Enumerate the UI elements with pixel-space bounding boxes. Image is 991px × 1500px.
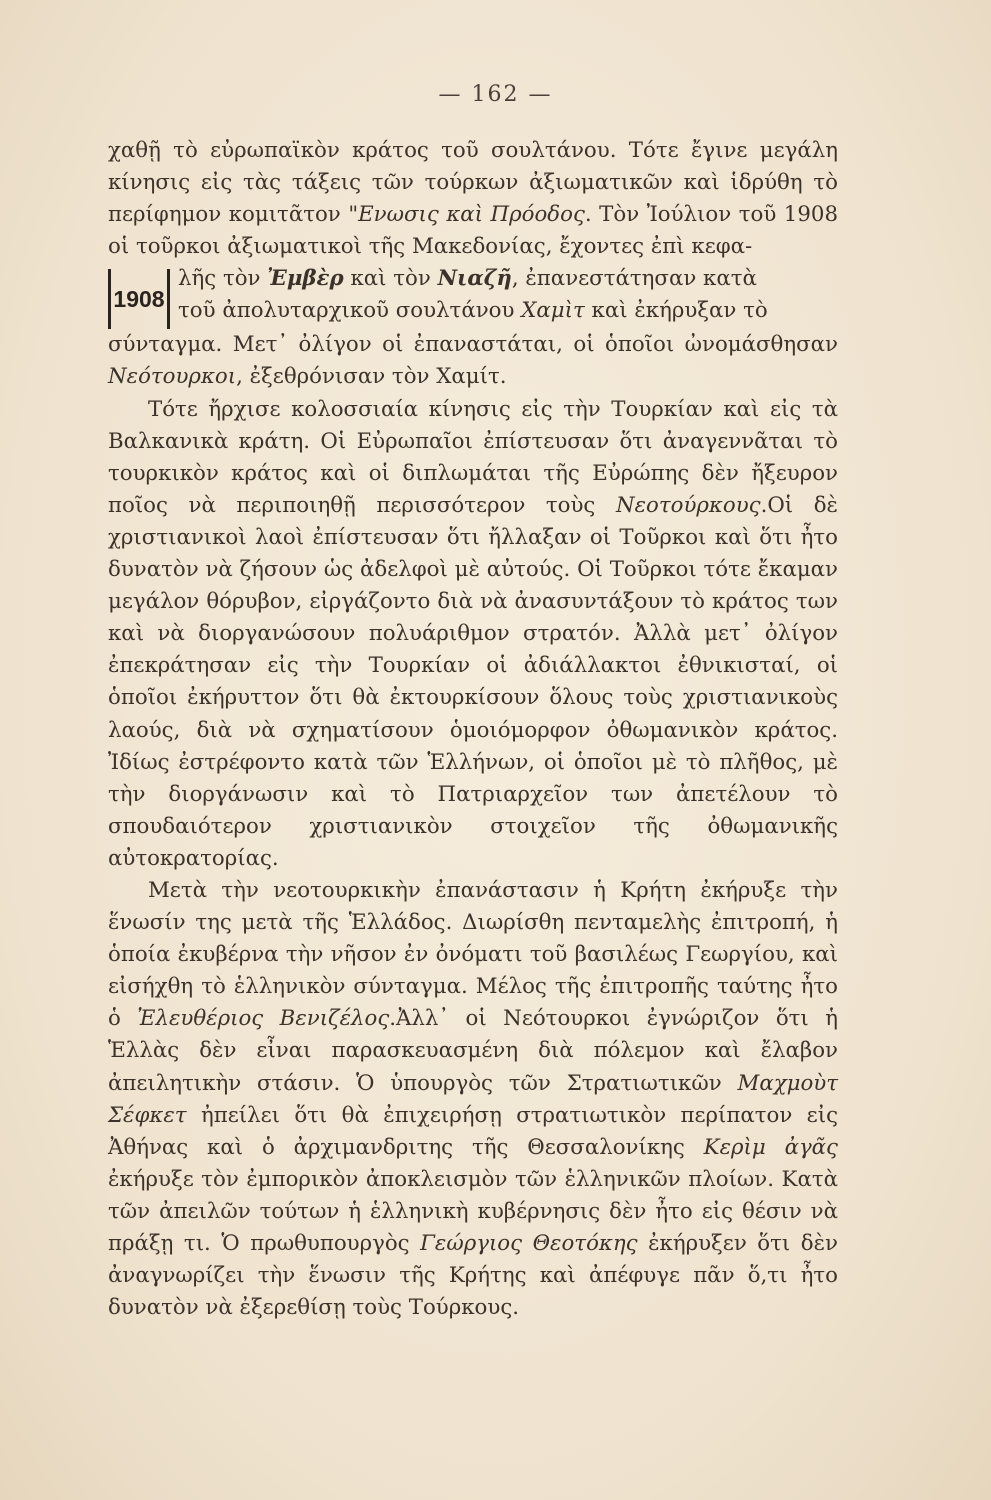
p3-text-4: ἐκήρυξε τὸν ἐμπορικὸν ἀποκλεισμὸν τῶν ἑλληνικῶν πλοίων. Κατὰ τῶν ἀπειλῶν τούτων ἡ ἑλληνικὴ κυβέρνησις δὲν ἦτο εἰς θέσιν νὰ πράξῃ τι. Ὁ πρωθυπουργὸς (108, 1166, 838, 1256)
p3-text-3: ἠπείλει ὅτι θὰ ἐπιχειρήσῃ στρατιωτικὸν περίπατον εἰς Ἀθήνας καὶ ὁ ἀρχιμανδριτης τῆς Θεσσαλονίκης (108, 1102, 838, 1160)
p3-text: Μετὰ τὴν νεοτουρκικὴν ἐπανάστασιν ἡ Κρήτη ἐκήρυξε τὴν ἕνωσίν της μετὰ τῆς Ἑλλάδος. Διωρίσθη πενταμελὴς ἐπιτροπή, ἡ ὁποία ἐκυβέρνα τὴν νῆσον ἐν ὀνόματι τοῦ βασιλέως Γεωργίου, καὶ εἰσήχθη τὸ ἑλληνικὸν σύνταγμα. Μέλος τῆς ἐπιτροπῆς ταύτης ἦτο ὁ (108, 877, 838, 1032)
paragraph-1-end (108, 329, 838, 393)
margin-year: 1908 (108, 269, 170, 329)
name-hamid: Χαμὶτ (521, 298, 585, 324)
paragraph-1-start (108, 135, 838, 263)
note-line-1-text-3: , ἐπανεστάτησαν κατὰ (511, 266, 757, 292)
name-enver: Ἐμβὲρ (267, 266, 344, 292)
name-theotokis: Γεώργιος Θεοτόκης (420, 1231, 638, 1256)
page-number: — 162 — (438, 82, 553, 107)
p1-end-text-2: , ἐξεθρόνισαν τὸν Χαμίτ. (236, 364, 507, 390)
p2-text-2: .Οἱ δὲ χριστιανικοὶ λαοὶ ἐπίστευσαν ὅτι ἤλλαξαν οἱ Τοῦρκοι καὶ ὅτι ἦτο δυνατὸν νὰ ζήσουν ὡς ἀδελφοὶ μὲ αὐτούς. Οἱ Τοῦρκοι τότε ἔκαμαν μεγάλον θόρυβον, εἰργάζοντο διὰ νὰ ἀνασυντάξουν τὸ κράτος των καὶ νὰ διοργανώσουν πολυάριθμον στρατόν. Ἀλλὰ μετ᾽ ὀλίγον ἐπεκράτησαν εἰς τὴν Τουρκίαν οἱ ἀδιάλλακτοι ἐθνικισταί, οἱ ὁποῖοι ἐκήρυττον ὅτι θὰ ἐκτουρκίσουν ὅλους τοὺς χριστιανικοὺς λαούς, διὰ νὰ σχηματίσουν ὁμοιόμορφον ὀθωμανικὸν κράτος. Ἰδίως ἐστρέφοντο κατὰ τῶν Ἑλλήνων, οἱ ὁποῖοι μὲ τὸ πλῆθος, μὲ τὴν διοργάνωσιν καὶ τὸ Πατριαρχεῖον των ἀπετέλουν τὸ σπουδαιότερον χριστιανικὸν στοιχεῖον τῆς ὀθωμανικῆς αὐτοκρατορίας. (108, 492, 838, 871)
term-neoturks-2: Νεοτούρκους (615, 492, 761, 518)
p3-text-5: ἐκήρυξεν ὅτι δὲν ἀναγνωρίζει τὴν ἕνωσιν τῆς Κρήτης καὶ ἀπέφυγε πᾶν ὅ,τι ἦτο δυνατὸν νὰ ἐξερεθίσῃ τοὺς Τούρκους. (108, 1231, 838, 1321)
p1-text-start: χαθῇ τὸ εὐρωπαϊκὸν κράτος τοῦ σουλτάνου. Τότε ἔγινε μεγάλη κίνησις εἰς τὰς τάξεις τῶν τούρκων ἀξιωματικῶν καὶ ἱδρύθη τὸ περίφημον κομιτᾶτον (108, 138, 838, 228)
note-line-2 (178, 295, 838, 327)
paragraph-3 (108, 875, 838, 1324)
body-text (108, 135, 838, 1324)
note-line-1-text: λῆς τὸν (178, 266, 268, 292)
note-line-1 (178, 263, 838, 295)
paragraph-2 (108, 394, 838, 875)
name-venizelos: Ἐλευθέριος Βενιζέλος (137, 1006, 390, 1032)
margin-note-block (108, 263, 838, 329)
p1-end-text: σύνταγμα. Μετ᾽ ὀλίγον οἱ ἐπαναστάται, οἱ ὁποῖοι ὠνομάσθησαν (108, 332, 838, 358)
p1-text-mid: . Τὸν Ἰούλιον τοῦ 1908 οἱ τοῦρκοι ἀξιωματικοὶ τῆς Μακεδονίας, ἔχοντες ἐπὶ κεφα- (108, 202, 839, 260)
note-line-1-text-2: καὶ τὸν (343, 266, 438, 292)
name-niazi: Νιαζῆ (437, 266, 512, 292)
term-neoturks: Νεότουρκοι (108, 364, 237, 390)
p1-committee-name: "Ενωσις καὶ Πρόοδος (348, 202, 585, 228)
note-lines (178, 263, 838, 327)
name-kerim-aga: Κερὶμ ἀγᾶς (703, 1134, 838, 1160)
p3-text-2: .Ἀλλ᾽ οἱ Νεότουρκοι ἐγνώριζον ὅτι ἡ Ἑλλὰς δὲν εἶναι παρασκευασμένη διὰ πόλεμον καὶ ἔλαβον ἀπειλητικὴν στάσιν. Ὁ ὑπουργὸς τῶν Στρατιωτικῶν (108, 1006, 838, 1096)
note-line-2-text-2: καὶ ἐκήρυξαν τὸ (584, 298, 768, 324)
note-line-2-text: τοῦ ἀπολυταρχικοῦ σουλτάνου (178, 298, 522, 324)
name-mahmud-sefket: Μαχμοὺτ Σέφκετ (108, 1070, 838, 1128)
p2-text: Τότε ἤρχισε κολοσσιαία κίνησις εἰς τὴν Τουρκίαν καὶ εἰς τὰ Βαλκανικὰ κράτη. Οἱ Εὐρωπαῖοι ἐπίστευσαν ὅτι ἀναγεννᾶται τὸ τουρκικὸν κράτος καὶ οἱ διπλωμάται τῆς Εὐρώπης δὲν ἤξευρον ποῖος νὰ περιποιηθῇ περισσότερον τοὺς (108, 396, 838, 518)
